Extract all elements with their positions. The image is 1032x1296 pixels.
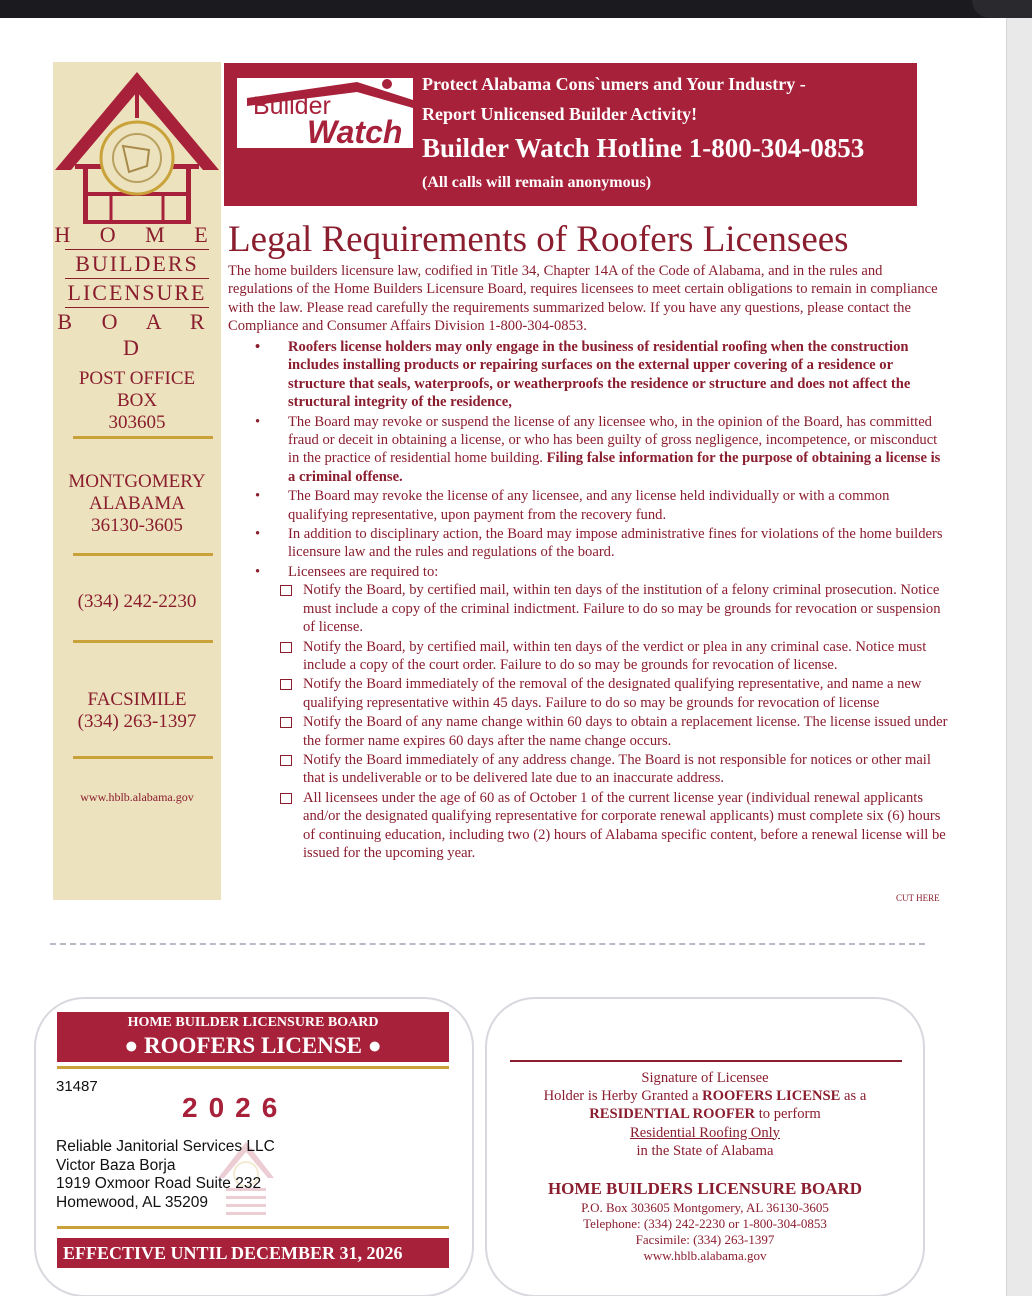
board-fax: Facsimile: (334) 263-1397 xyxy=(635,1232,775,1247)
checkbox-icon xyxy=(280,793,292,804)
board-name-line4: B O A R D xyxy=(57,309,217,360)
licensee-person: Victor Baza Borja xyxy=(56,1156,176,1174)
bullet-icon: • xyxy=(255,526,261,543)
check-text: Notify the Board, by certified mail, within ten days of the institution of a felony criminal prosecution. Notice must include a copy of the criminal indictment. Failure to do so may be grounds for revocation or suspension of license. xyxy=(303,582,941,636)
list-item xyxy=(255,338,950,412)
list-item xyxy=(255,525,950,562)
board-title: HOME BUILDERS LICENSURE BOARD xyxy=(547,1179,863,1198)
po-line: 303605 xyxy=(108,412,166,433)
bullet-text: The Board may revoke the license of any licensee, and any license held individually or with a common qualifying representative, upon payment from the recovery fund. xyxy=(288,488,890,523)
check-item xyxy=(280,638,950,675)
check-item xyxy=(280,675,950,712)
bullet-icon: • xyxy=(255,339,261,355)
scope-text: Residential Roofing Only xyxy=(630,1124,780,1141)
banner-line1: Protect Alabama Cons`umers and Your Industry - xyxy=(422,74,806,94)
checkbox-icon xyxy=(280,755,292,766)
board-name xyxy=(53,222,221,361)
window-top-bar xyxy=(0,0,1032,18)
licensee-street: 1919 Oxmoor Road Suite 232 xyxy=(56,1175,262,1192)
divider xyxy=(65,278,209,279)
check-item xyxy=(280,581,950,636)
check-text: Notify the Board of any name change within 60 days to obtain a replacement license. The license issued under the former name expires 60 days after the name change occurs. xyxy=(303,714,948,749)
signature-line xyxy=(510,1060,902,1062)
board-house-logo xyxy=(53,66,221,226)
bullet-icon: • xyxy=(255,488,261,505)
board-telephone: Telephone: (334) 242-2230 or 1-800-304-0853 xyxy=(583,1216,827,1231)
logo-builder-text: Builder xyxy=(253,92,331,120)
fax-block xyxy=(53,689,221,733)
divider xyxy=(65,307,209,308)
check-item xyxy=(280,713,950,750)
board-website[interactable]: www.hblb.alabama.gov xyxy=(643,1248,767,1263)
anonymous-note: (All calls will remain anonymous) xyxy=(422,174,652,191)
po-line: POST OFFICE xyxy=(78,368,196,389)
effective-date: EFFECTIVE UNTIL DECEMBER 31, 2026 xyxy=(57,1238,449,1268)
gold-divider xyxy=(73,436,213,439)
list-item xyxy=(255,487,950,524)
checkbox-icon xyxy=(280,717,292,728)
checkbox-icon xyxy=(280,585,292,596)
phone: (334) 242-2230 xyxy=(77,591,197,612)
city-line: ALABAMA xyxy=(88,493,186,514)
board-name-line2: BUILDERS xyxy=(75,251,199,276)
fax-label: FACSIMILE xyxy=(87,689,187,710)
grant-text xyxy=(505,1069,905,1160)
bullet-text: Roofers license holders may only engage in the business of residential roofing when the construction includes installing products or repairing surfaces on the external upper covering of a residence or structure that seals, waterproofs, or weatherproofs the residence or structure and does not affect the structural integrity of the residence, xyxy=(288,339,911,411)
licensee-address xyxy=(56,1138,275,1212)
bullet-icon: • xyxy=(255,563,261,580)
list-item xyxy=(255,563,950,863)
signature-label: Signature of Licensee xyxy=(641,1070,769,1086)
license-board-name: HOME BUILDER LICENSURE BOARD xyxy=(127,1015,379,1030)
license-year: 2026 xyxy=(182,1092,289,1123)
licensee-company: Reliable Janitorial Services LLC xyxy=(56,1138,275,1155)
license-type: ● ROOFERS LICENSE ● xyxy=(124,1033,382,1058)
po-line: BOX xyxy=(116,390,158,411)
intro-paragraph: The home builders licensure law, codified in Title 34, Chapter 14A of the Code of Alabama, and in the rules and regulations of the Home Builders Licensure Board, requires licensees to meet certain obligations to remain in compliance with the law. Please read carefully the requirements summarized below. If you have any questions, please contact the Compliance and Consumer Affairs Division 1-800-304-0853. xyxy=(228,263,938,335)
cut-here-label: CUT HERE xyxy=(896,893,940,903)
requirements-list xyxy=(255,338,950,863)
board-name-line1: H O M E xyxy=(54,222,220,247)
check-item xyxy=(280,789,950,863)
gold-divider xyxy=(57,1226,449,1229)
checkbox-icon xyxy=(280,679,292,690)
checkbox-icon xyxy=(280,642,292,653)
banner-text xyxy=(422,69,864,199)
state-text: in the State of Alabama xyxy=(636,1142,774,1159)
sidebar xyxy=(53,62,221,900)
builder-watch-logo xyxy=(237,78,413,148)
cut-line xyxy=(50,943,925,945)
board-contact xyxy=(505,1178,905,1264)
hotline: Builder Watch Hotline 1-800-304-0853 xyxy=(422,133,865,163)
board-name-line3: LICENSURE xyxy=(67,280,207,305)
window-corner xyxy=(972,0,1032,18)
bullet-bold-text: Filing false information for the purpose of obtaining a license is a criminal offense. xyxy=(288,450,941,485)
sidebar-website[interactable]: www.hblb.alabama.gov xyxy=(80,790,194,804)
city-line: 36130-3605 xyxy=(91,515,183,536)
banner-line2: Report Unlicensed Builder Activity! xyxy=(422,104,698,124)
grant-line: RESIDENTIAL ROOFER to perform xyxy=(589,1106,821,1123)
check-text: All licensees under the age of 60 as of October 1 of the current license year (individual renewal applicants and/or the designated qualifying representative for corporate renewal applicants) must complete six (6) hours of continuing education, including two (2) hours of Alabama specific content, before a renewal license will be issued for the upcoming year. xyxy=(303,789,946,861)
gold-divider xyxy=(73,553,213,556)
license-number: 31487 xyxy=(56,1078,98,1095)
grant-line: Holder is Herby Granted a ROOFERS LICENSE as a xyxy=(543,1088,867,1105)
licensee-city: Homewood, AL 35209 xyxy=(56,1193,208,1211)
gold-divider xyxy=(57,1066,449,1069)
checkbox-list xyxy=(280,581,950,862)
license-card-header xyxy=(57,1012,449,1062)
check-text: Notify the Board immediately of any address change. The Board is not responsible for notices or other mail that is undeliverable or to be delivered late due to an inaccurate address. xyxy=(303,751,931,787)
fax-number: (334) 263-1397 xyxy=(77,711,197,732)
gold-divider xyxy=(73,756,213,759)
builder-watch-banner xyxy=(224,63,917,206)
check-text: Notify the Board, by certified mail, within ten days of the verdict or plea in any criminal case. Notice must include a copy of the court order. Failure to do so may be grounds for revocation of license. xyxy=(303,638,927,673)
city-line: MONTGOMERY xyxy=(68,471,206,492)
city-block xyxy=(53,471,221,537)
bullet-icon: • xyxy=(255,413,261,430)
check-item xyxy=(280,751,950,788)
list-item xyxy=(255,413,950,487)
bullet-text: The Board may revoke or suspend the license of any licensee who, in the opinion of the Board, has committed fraud or deceit in obtaining a license, or who has been guilty of gross negligence, incompetence, or misconduct in the practice of residential home building. xyxy=(288,413,938,467)
logo-watch-text: Watch xyxy=(307,114,403,150)
bullet-text: Licensees are required to: xyxy=(288,563,439,580)
check-text: Notify the Board immediately of the removal of the designated qualifying representative, and name a new qualifying representative within 45 days. Failure to do so may be grounds for revocation of license xyxy=(303,676,922,711)
board-address: P.O. Box 303605 Montgomery, AL 36130-3605 xyxy=(581,1200,829,1215)
bullet-text: In addition to disciplinary action, the Board may impose administrative fines for violations of the home builders licensure law and the rules and regulations of the board. xyxy=(288,526,943,561)
page-title: Legal Requirements of Roofers Licensees xyxy=(228,219,849,260)
po-box xyxy=(53,368,221,434)
scroll-edge xyxy=(1006,18,1032,1296)
divider xyxy=(65,249,209,250)
gold-divider xyxy=(73,640,213,643)
